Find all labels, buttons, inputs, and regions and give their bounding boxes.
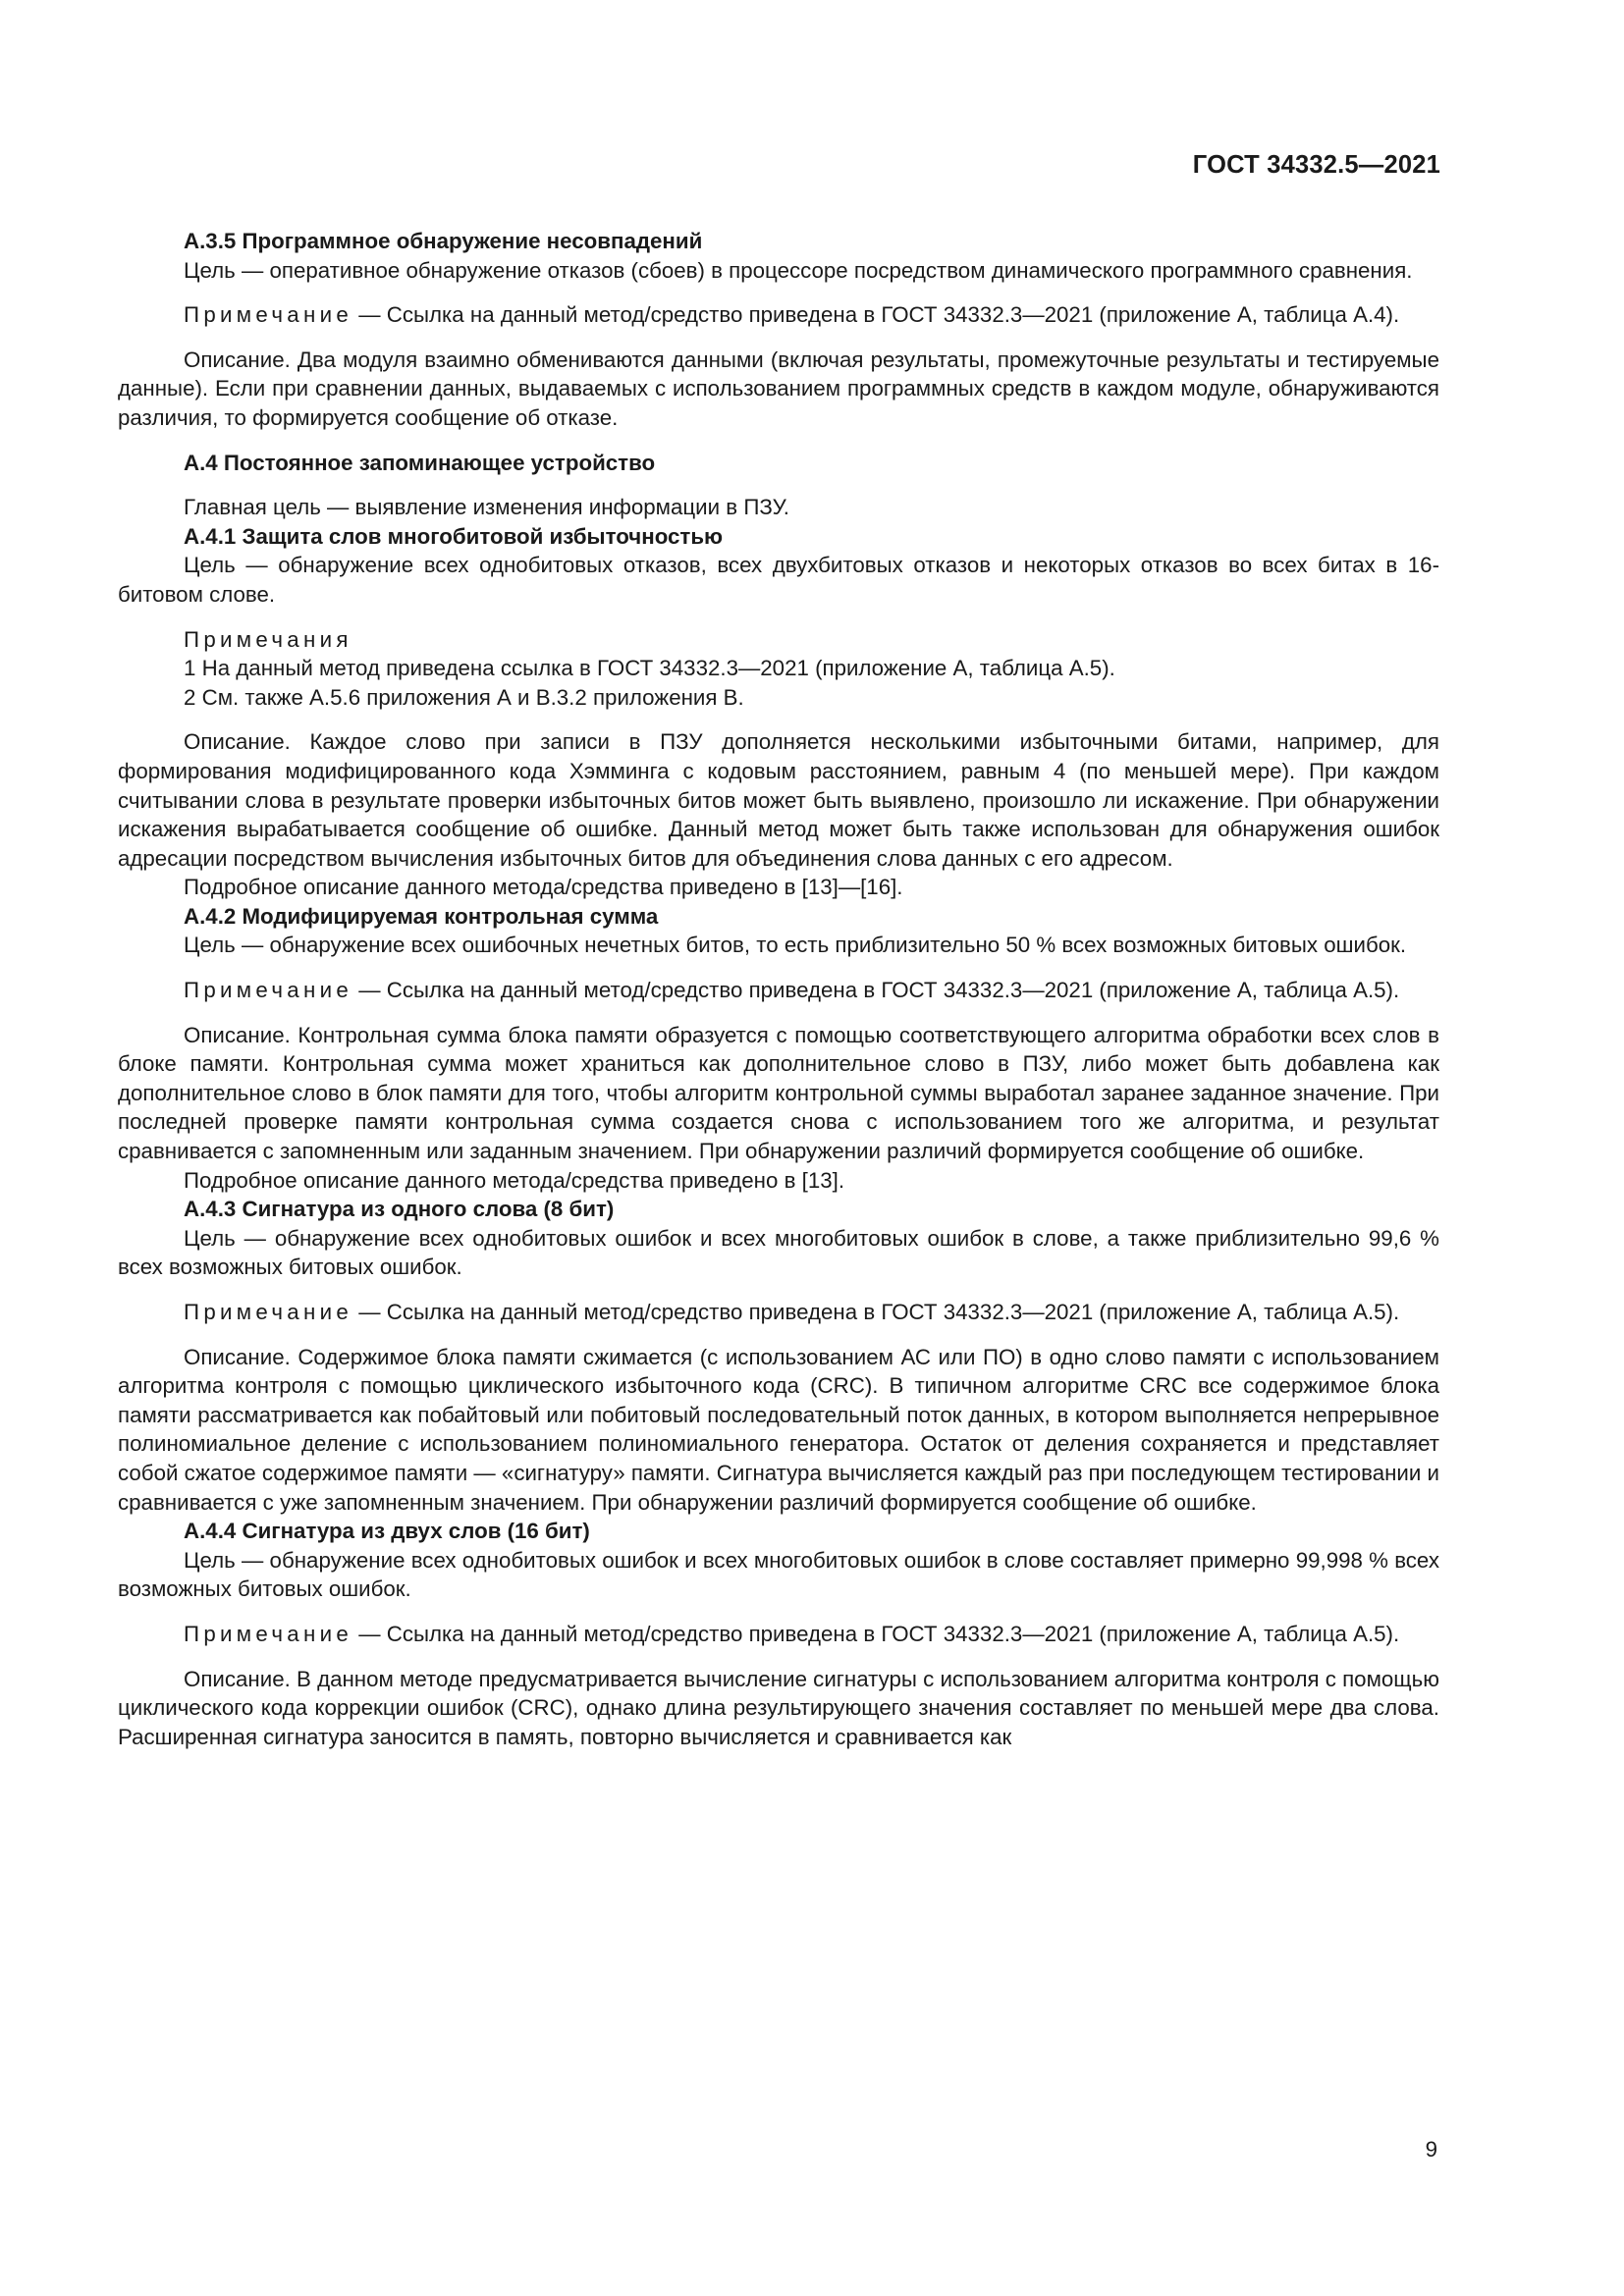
section-description-a44: Описание. В данном методе предусматривается вычисление сигнатуры с использованием алгоритма контроля с помощью циклического кода коррекции ошибок (CRC), однако длина результирующего значения составляет по меньшей мере два слова. Расширенная сигнатура заносится в память, повторно вычисляется и сравнивается как	[118, 1666, 1439, 1749]
section-note1-a41: 1 На данный метод приведена ссылка в ГОСТ 34332.3—2021 (приложение А, таблица А.5).	[184, 656, 1115, 681]
section-note2-a41: 2 См. также А.5.6 приложения А и В.3.2 приложения В.	[184, 684, 744, 710]
section-goal-a43: Цель — обнаружение всех однобитовых ошибок и всех многобитовых ошибок в слове, а также приблизительно 99,6 % всех возможных битовых ошибок.	[118, 1225, 1439, 1280]
section-reference-a41: Подробное описание данного метода/средства приведено в [13]—[16].	[184, 875, 903, 900]
section-reference-a42: Подробное описание данного метода/средства приведено в [13].	[184, 1167, 845, 1193]
page-number: 9	[1425, 2137, 1437, 2162]
note-text: — Ссылка на данный метод/средство приведена в ГОСТ 34332.3—2021 (приложение А, таблица А.5).	[352, 978, 1400, 1003]
section-heading-a44: А.4.4 Сигнатура из двух слов (16 бит)	[184, 1519, 590, 1544]
section-description-a41: Описание. Каждое слово при записи в ПЗУ дополняется несколькими избыточными битами, например, для формирования модифицированного кода Хэмминга с кодовым расстоянием, равным 4 (по меньшей мере). При каждом считывании слова в результате проверки избыточных битов может быть выявлено, произошло ли искажение. При обнаружении искажения вырабатывается сообщение об ошибке. Данный метод может быть также использован для обнаружения ошибок адресации посредством вычисления избыточных битов для объединения слова данных с его адресом.	[118, 729, 1439, 871]
section-note-a43	[118, 1298, 1439, 1327]
note-text: — Ссылка на данный метод/средство приведена в ГОСТ 34332.3—2021 (приложение А, таблица А.5).	[352, 1300, 1400, 1324]
section-goal-a35: Цель — оперативное обнаружение отказов (сбоев) в процессоре посредством динамического программного сравнения.	[184, 257, 1413, 283]
section-heading-a35: А.3.5 Программное обнаружение несовпадений	[184, 229, 703, 253]
section-goal-a42: Цель — обнаружение всех ошибочных нечетных битов, то есть приблизительно 50 % всех возможных битовых ошибок.	[184, 933, 1407, 958]
section-note-a44	[118, 1620, 1439, 1649]
note-label: Примечание	[184, 302, 353, 328]
section-goal-a44: Цель — обнаружение всех однобитовых ошибок и всех многобитовых ошибок в слове составляет примерно 99,998 % всех возможных битовых ошибок.	[118, 1547, 1439, 1602]
note-label: Примечание	[184, 1621, 353, 1646]
section-note-a42	[118, 976, 1439, 1005]
note-label: Примечание	[184, 978, 353, 1003]
note-text: — Ссылка на данный метод/средство приведена в ГОСТ 34332.3—2021 (приложение А, таблица А.4).	[352, 302, 1400, 328]
section-note-a35	[118, 300, 1439, 330]
section-description-a42: Описание. Контрольная сумма блока памяти образуется с помощью соответствующего алгоритма обработки всех слов в блоке памяти. Контрольная сумма может храниться как дополнительное слово в ПЗУ, либо может быть добавлена как дополнительное слово в блок памяти для того, чтобы алгоритм контрольной суммы выработал заранее заданное значение. При последней проверке памяти контрольная сумма создается снова с использованием того же алгоритма, и результат сравнивается с запомненным или заданным значением. При обнаружении различий формируется сообщение об ошибке.	[118, 1022, 1439, 1164]
section-notes-label-a41: Примечания	[184, 626, 352, 652]
section-goal-a41: Цель — обнаружение всех однобитовых отказов, всех двухбитовых отказов и некоторых отказов во всех битах в 16-битовом слове.	[118, 553, 1439, 607]
section-heading-a43: А.4.3 Сигнатура из одного слова (8 бит)	[184, 1197, 615, 1222]
note-label: Примечание	[184, 1300, 353, 1324]
standard-id-header: ГОСТ 34332.5—2021	[1192, 151, 1440, 179]
page-content	[118, 227, 1439, 1751]
note-text: — Ссылка на данный метод/средство приведена в ГОСТ 34332.3—2021 (приложение А, таблица А.5).	[352, 1621, 1400, 1646]
section-heading-a42: А.4.2 Модифицируемая контрольная сумма	[184, 903, 659, 929]
section-description-a43: Описание. Содержимое блока памяти сжимается (с использованием АС или ПО) в одно слово памяти с использованием алгоритма контроля с помощью циклического избыточного кода (CRC). В типичном алгоритме CRC все содержимое блока памяти рассматривается как побайтовый или побитовый последовательный поток данных, в котором выполняется непрерывное полиномиальное деление с использованием полиномиального генератора. Остаток от деления сохраняется и представляет собой сжатое содержимое памяти — «сигнатуру» памяти. Сигнатура вычисляется каждый раз при последующем тестировании и сравнивается с уже запомненным значением. При обнаружении различий формируется сообщение об ошибке.	[118, 1344, 1439, 1515]
section-heading-a4: А.4 Постоянное запоминающее устройство	[184, 450, 656, 475]
section-heading-a41: А.4.1 Защита слов многобитовой избыточностью	[184, 523, 724, 549]
section-goal-a4: Главная цель — выявление изменения информации в ПЗУ.	[184, 495, 789, 520]
section-description-a35: Описание. Два модуля взаимно обмениваются данными (включая результаты, промежуточные результаты и тестируемые данные). Если при сравнении данных, выдаваемых с использованием программных средств в каждом модуле, обнаруживаются различия, то формируется сообщение об отказе.	[118, 347, 1439, 430]
